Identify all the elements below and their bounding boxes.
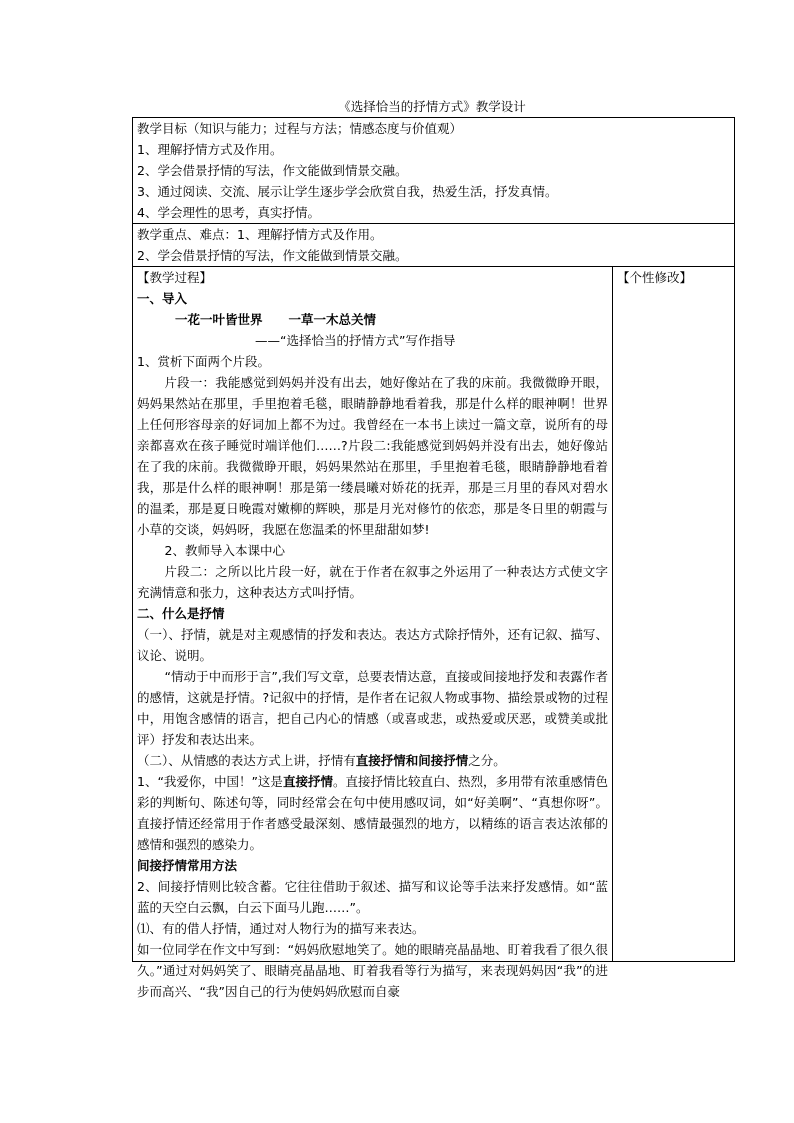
objectives-heading: 教学目标（知识与能力；过程与方法；情感态度与价值观） <box>137 121 463 136</box>
theme-heading-b: 一草一木总关情 <box>288 312 377 327</box>
key-points-row <box>133 224 735 267</box>
theme-heading <box>137 309 608 330</box>
theme-subtitle: ——“选择恰当的抒情方式”写作指导 <box>255 333 456 348</box>
direct-text: 1、“我爱你，中国！”这是 <box>137 774 283 789</box>
objective-item: 3、通过阅读、交流、展示让学生逐步学会欣赏自我，热爱生活，抒发真情。 <box>137 184 558 199</box>
section-heading-indirect: 间接抒情常用方法 <box>137 858 238 873</box>
objectives-cell <box>133 118 735 224</box>
key-point-item: 2、学会借景抒情的写法，作文能做到情景交融。 <box>137 248 408 263</box>
step-item: 2、教师导入本课中心 <box>164 543 285 558</box>
definition-paragraph: （一）、抒情，就是对主观感情的抒发和表达。表达方式除抒情外，还有记叙、描写、议论、说明。 <box>137 627 608 663</box>
objective-item: 4、学会理性的思考，真实抒情。 <box>137 205 320 220</box>
indirect-paragraph: 2、间接抒情则比较含蓄。它往往借助于叙述、描写和议论等手法来抒发感情。如“蓝蓝的天空白云飘，白云下面马儿跑……”。 <box>137 879 608 915</box>
direct-lyric-paragraph <box>137 771 608 855</box>
step-item: 1、赏析下面两个片段。 <box>137 354 270 369</box>
page-title: 《选择恰当的抒情方式》教学设计 <box>338 99 526 114</box>
objective-item: 2、学会借景抒情的写法，作文能做到情景交融。 <box>137 163 408 178</box>
process-header: 【教学过程】 <box>137 270 213 285</box>
process-row <box>133 267 735 962</box>
example-paragraph: 如一位同学在作文中写到：“妈妈欣慰地笑了。她的眼睛亮晶晶地、盯着我看了很久很久。”通过对妈妈笑了、眼睛亮晶晶地、盯着我看等行为描写，来表现妈妈因“我”的进步而高兴、“我”因自己的行为使妈妈欣慰而自豪 <box>137 942 608 999</box>
direct-emphasis: 直接抒情 <box>282 774 333 789</box>
key-points-cell <box>133 224 735 267</box>
types-emphasis: 直接抒情和间接抒情 <box>355 753 469 768</box>
analysis-paragraph: 片段二：之所以比片段一好，就在于作者在叙事之外运用了一种表达方式使文字充满情意和张力，这种表达方式叫抒情。 <box>137 564 608 600</box>
theme-heading-a: 一花一叶皆世界 <box>175 312 263 327</box>
direct-text-end: 。直接抒情比较直白、热烈，多用带有浓重感情色彩的判断句、陈述句等，同时经常会在句中使用感叹词，如“好美啊”、“真想你呀”。直接抒情还经常用于作者感受最深刻、感情最强烈的地方，以精练的语言表达浓郁的感情和强烈的感染力。 <box>137 774 608 852</box>
revision-cell <box>613 267 735 962</box>
lesson-plan-table <box>132 117 735 999</box>
section-heading-lyric: 二、什么是抒情 <box>137 606 225 621</box>
explanation-paragraph: “情动于中而形于言”,我们写文章，总要表情达意，直接或间接地抒发和表露作者的感情，这就是抒情。?记叙中的抒情，是作者在记叙人物或事物、描绘景或物的过程中，用饱含感情的语言，把自己内心的情感（或喜或悲，或热爱或厌恶，或赞美或批评）抒发和表达出来。 <box>137 669 608 747</box>
key-point-item: 教学重点、难点：1、理解抒情方式及作用。 <box>137 227 383 242</box>
types-text: （二）、从情感的表达方式上讲，抒情有 <box>137 753 356 768</box>
types-text-end: 之分。 <box>468 753 506 768</box>
types-paragraph <box>137 750 608 771</box>
section-heading-intro: 一、导入 <box>137 291 188 306</box>
method-item: ⑴、有的借人抒情，通过对人物行为的描写来表达。 <box>137 921 425 936</box>
process-cell <box>133 267 613 999</box>
objectives-row <box>133 118 735 224</box>
revision-header: 【个性修改】 <box>617 270 693 285</box>
excerpt-paragraph: 片段一：我能感觉到妈妈并没有出去，她好像站在了我的床前。我微微睁开眼，妈妈果然站在那里，手里抱着毛毯，眼睛静静地看着我，那是什么样的眼神啊！世界上任何形容母亲的好词加上都不为过。我曾经在一本书上读过一篇文章，说所有的母亲都喜欢在孩子睡觉时端详他们……?片段二:我能感觉到妈妈并没有出去，她好像站在了我的床前。我微微睁开眼，妈妈果然站在那里，手里抱着毛毯，眼睛静静地看着我，那是什么样的眼神啊！那是第一缕晨曦对娇花的抚弄，那是三月里的春风对碧水的温柔，那是夏日晚霞对嫩柳的辉映，那是月光对修竹的依恋，那是冬日里的朝霞与小草的交谈，妈妈呀，我愿在您温柔的怀里甜甜如梦! <box>137 375 608 537</box>
objective-item: 1、理解抒情方式及作用。 <box>137 142 283 157</box>
